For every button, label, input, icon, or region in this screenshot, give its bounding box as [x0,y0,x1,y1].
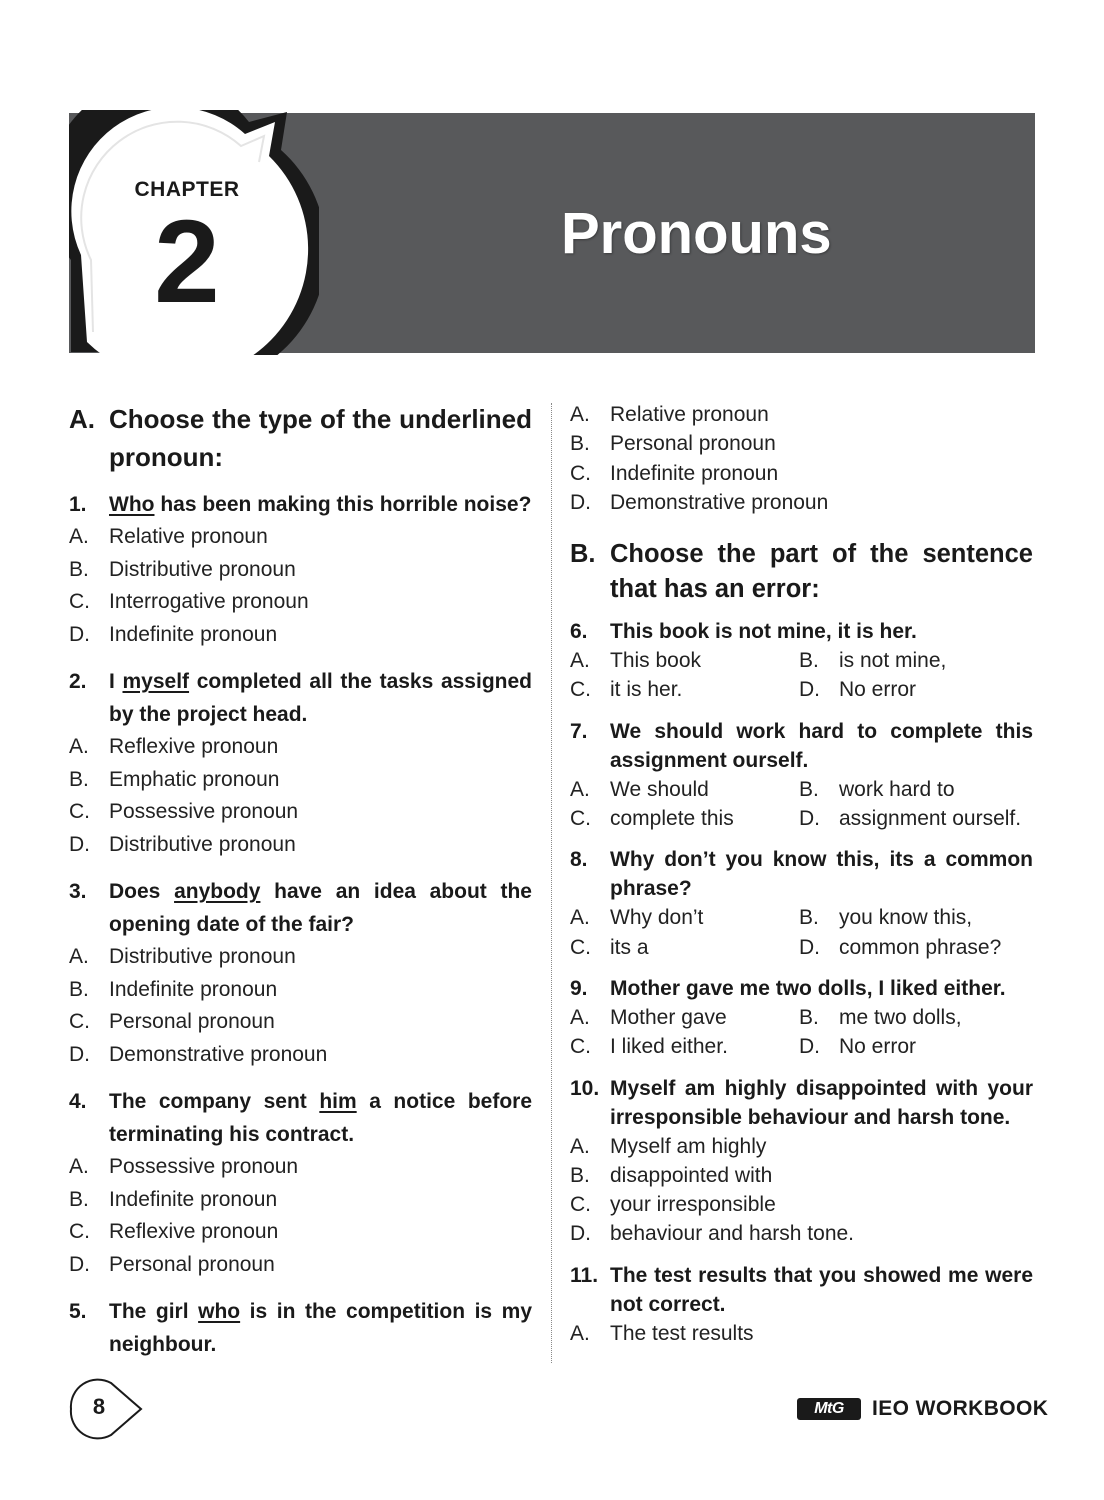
option-text: This book [610,649,702,673]
option-letter: D. [799,807,820,831]
option [570,675,799,704]
question-block [69,875,532,1071]
option-text: I liked either. [610,1035,728,1059]
question-sentence: We should work hard to complete this assignment ourself. [610,719,1033,772]
option [570,775,799,804]
option [570,903,799,932]
option-letter: D. [799,1035,820,1059]
option-letter: A. [570,1005,590,1029]
option-text: common phrase? [839,935,1002,959]
option-text: me two dolls, [839,1005,962,1029]
option-text: Personal pronoun [109,1252,275,1276]
chapter-title: Pronouns [561,201,832,266]
option-text: you know this, [839,906,973,930]
option [570,804,799,833]
option-letter: C. [69,1010,90,1033]
option-text: Indefinite pronoun [109,1187,278,1211]
question-text [570,1074,1033,1132]
option-text: Mother gave [610,1005,727,1029]
option-letter: C. [69,1220,90,1243]
option [69,1039,532,1072]
option [570,646,799,675]
option [69,796,532,829]
question-block [69,1295,532,1361]
question-number: 8. [570,848,588,872]
option [799,933,1033,962]
question-text [570,1261,1033,1319]
option [69,619,532,652]
option-text: Distributive pronoun [109,945,296,968]
option-letter: A. [570,777,590,801]
option-text: Relative pronoun [610,403,769,426]
question-text [69,1085,532,1151]
option-letter: A. [570,1134,590,1158]
question-number: 6. [570,620,588,644]
question-block [69,665,532,861]
question-number: 1. [69,493,87,516]
question-text [570,617,1033,646]
option-letter: B. [69,767,89,791]
option-letter: C. [570,1035,591,1059]
option [799,804,1033,833]
question-text [69,488,532,521]
option-letter: B. [570,432,590,456]
section-title [69,400,532,476]
option [570,429,1033,458]
option [799,1003,1033,1032]
option [69,1216,532,1249]
option-letter: A. [570,1321,590,1345]
question-number: 11. [570,1263,599,1287]
option-letter: A. [69,525,89,548]
option-text: Distributive pronoun [109,557,296,581]
option [69,764,532,797]
option [69,941,532,974]
section-title [570,537,1033,607]
question-5-options [570,400,1033,517]
question-post: has been making this horrible noise? [154,493,532,516]
option [69,1151,532,1184]
option-letter: C. [570,935,591,959]
question-number: 3. [69,880,87,903]
option-text: Possessive pronoun [109,800,299,823]
question-sentence: The test results that you showed me were not correct. [610,1263,1033,1316]
option [69,829,532,862]
option-text: Demonstrative pronoun [610,490,829,514]
question-text [69,875,532,941]
question-block [69,488,532,651]
section-letter: B. [570,540,596,569]
option-letter: C. [570,678,591,702]
option [799,775,1033,804]
option-text: Emphatic pronoun [109,767,280,791]
option-letter: B. [799,1005,819,1029]
question-block [69,1085,532,1281]
option [69,586,532,619]
question-number: 10. [570,1076,600,1100]
option-letter: C. [69,800,90,823]
underlined-pronoun: myself [122,670,190,693]
option [799,675,1033,704]
option [570,488,1033,517]
option-text: Possessive pronoun [109,1155,299,1178]
option-letter: A. [570,403,590,426]
options [570,1319,1033,1348]
option-letter: D. [69,1252,90,1276]
option-text: Distributive pronoun [109,832,296,856]
question-sentence: Why don’t you know this, its a common phrase? [610,848,1033,901]
option-text: We should [610,777,709,801]
option-letter: B. [69,977,89,1001]
option-letter: B. [799,906,819,930]
chapter-label: CHAPTER [134,178,240,201]
option [799,903,1033,932]
question-number: 9. [570,976,588,1000]
option-letter: D. [69,832,90,856]
question-pre: I [109,670,123,693]
option-letter: A. [69,945,89,968]
question-pre: The company sent [109,1090,320,1113]
option-letter: C. [570,1193,591,1217]
option-text: disappointed with [610,1163,773,1187]
option-text: behaviour and harsh tone. [610,1222,855,1246]
option-letter: C. [570,807,591,831]
left-column [69,400,532,1375]
option-text: Relative pronoun [109,525,268,548]
question-sentence: This book is not mine, it is her. [610,620,917,644]
option-letter: B. [69,557,89,581]
option-text: No error [839,678,917,702]
option [570,1319,1033,1348]
option-text: Reflexive pronoun [109,735,279,758]
option-text: it is her. [610,678,683,702]
option [799,646,1033,675]
underlined-pronoun: him [319,1090,357,1113]
options [570,903,1033,962]
option-text: its a [610,935,649,959]
option [570,1003,799,1032]
right-column [570,400,1033,1360]
option-text: your irresponsible [610,1193,776,1217]
option-text: Myself am highly [610,1134,767,1158]
underlined-pronoun: anybody [174,880,261,903]
question-text [570,717,1033,775]
question-post: a notice before terminating his contract. [109,1090,532,1146]
question-post: is in the competition is my neighbour. [109,1300,532,1356]
option-text: The test results [610,1321,754,1345]
option-text: Personal pronoun [610,432,776,456]
question-number: 4. [69,1090,87,1113]
option [570,1190,1033,1219]
option [799,1032,1033,1061]
option-text: assignment ourself. [839,807,1022,831]
option-letter: A. [69,1155,89,1178]
question-post: have an idea about the opening date of the fair? [109,880,532,936]
option [570,1161,1033,1190]
section-title-text: Choose the type of the underlined pronoun: [109,404,532,472]
option-letter: A. [69,735,89,758]
option-text: Demonstrative pronoun [109,1042,328,1066]
option [570,1032,799,1061]
option-letter: C. [69,590,90,613]
question-pre: Does [109,880,175,903]
section-title-text: Choose the part of the sentence that has an error: [610,540,1033,604]
underlined-pronoun: Who [109,493,155,516]
option [69,974,532,1007]
option-letter: D. [799,678,820,702]
option-letter: C. [570,461,591,485]
option-text: Interrogative pronoun [109,590,309,613]
options [570,775,1033,834]
question-block [570,1261,1033,1348]
option [69,1184,532,1217]
option-letter: D. [69,622,90,646]
question-sentence: Myself am highly disappointed with your irresponsible behaviour and harsh tone. [610,1076,1033,1129]
question-text [570,845,1033,903]
option [69,1249,532,1282]
page-number: 8 [92,1394,106,1419]
option-letter: D. [570,490,591,514]
option-letter: A. [570,649,590,673]
question-block [570,845,1033,962]
options [570,1132,1033,1249]
option-letter: B. [799,777,819,801]
question-number: 2. [69,670,87,693]
option-text: No error [839,1035,917,1059]
question-block [570,717,1033,834]
question-text [69,1295,532,1361]
option [69,554,532,587]
option-text: Indefinite pronoun [109,622,278,646]
option-letter: D. [69,1042,90,1066]
underlined-pronoun: who [198,1300,241,1323]
option [570,933,799,962]
options [570,1003,1033,1062]
workbook-label: IEO WORKBOOK [872,1397,1049,1420]
question-pre: The girl [109,1300,199,1323]
option-letter: D. [570,1222,591,1246]
question-block [570,617,1033,705]
option [69,1006,532,1039]
option-text: Reflexive pronoun [109,1220,279,1243]
option [570,1219,1033,1248]
option-letter: B. [570,1163,590,1187]
options [570,646,1033,705]
option-text: work hard to [839,777,955,801]
option-text: complete this [610,807,734,831]
question-number: 7. [570,719,588,743]
option [69,731,532,764]
section-letter: A. [69,404,95,434]
option-text: Indefinite pronoun [610,461,779,485]
option [69,521,532,554]
question-text [570,974,1033,1003]
option-text: is not mine, [839,649,947,673]
option [570,1132,1033,1161]
option [570,459,1033,488]
question-text [69,665,532,731]
question-block [570,1074,1033,1249]
option-letter: D. [799,935,820,959]
question-sentence: Mother gave me two dolls, I liked either. [610,976,1006,1000]
column-divider [551,403,552,1363]
option-text: Indefinite pronoun [109,977,278,1001]
question-number: 5. [69,1300,87,1323]
option-letter: B. [799,649,819,673]
question-post: completed all the tasks assigned by the project head. [109,670,532,726]
brand-logo: MtG [797,1398,861,1420]
option-letter: B. [69,1187,89,1211]
chapter-number: 2 [154,196,220,328]
option [570,400,1033,429]
option-text: Personal pronoun [109,1010,275,1033]
option-text: Why don’t [610,906,704,930]
question-block [570,974,1033,1062]
option-letter: A. [570,906,590,930]
